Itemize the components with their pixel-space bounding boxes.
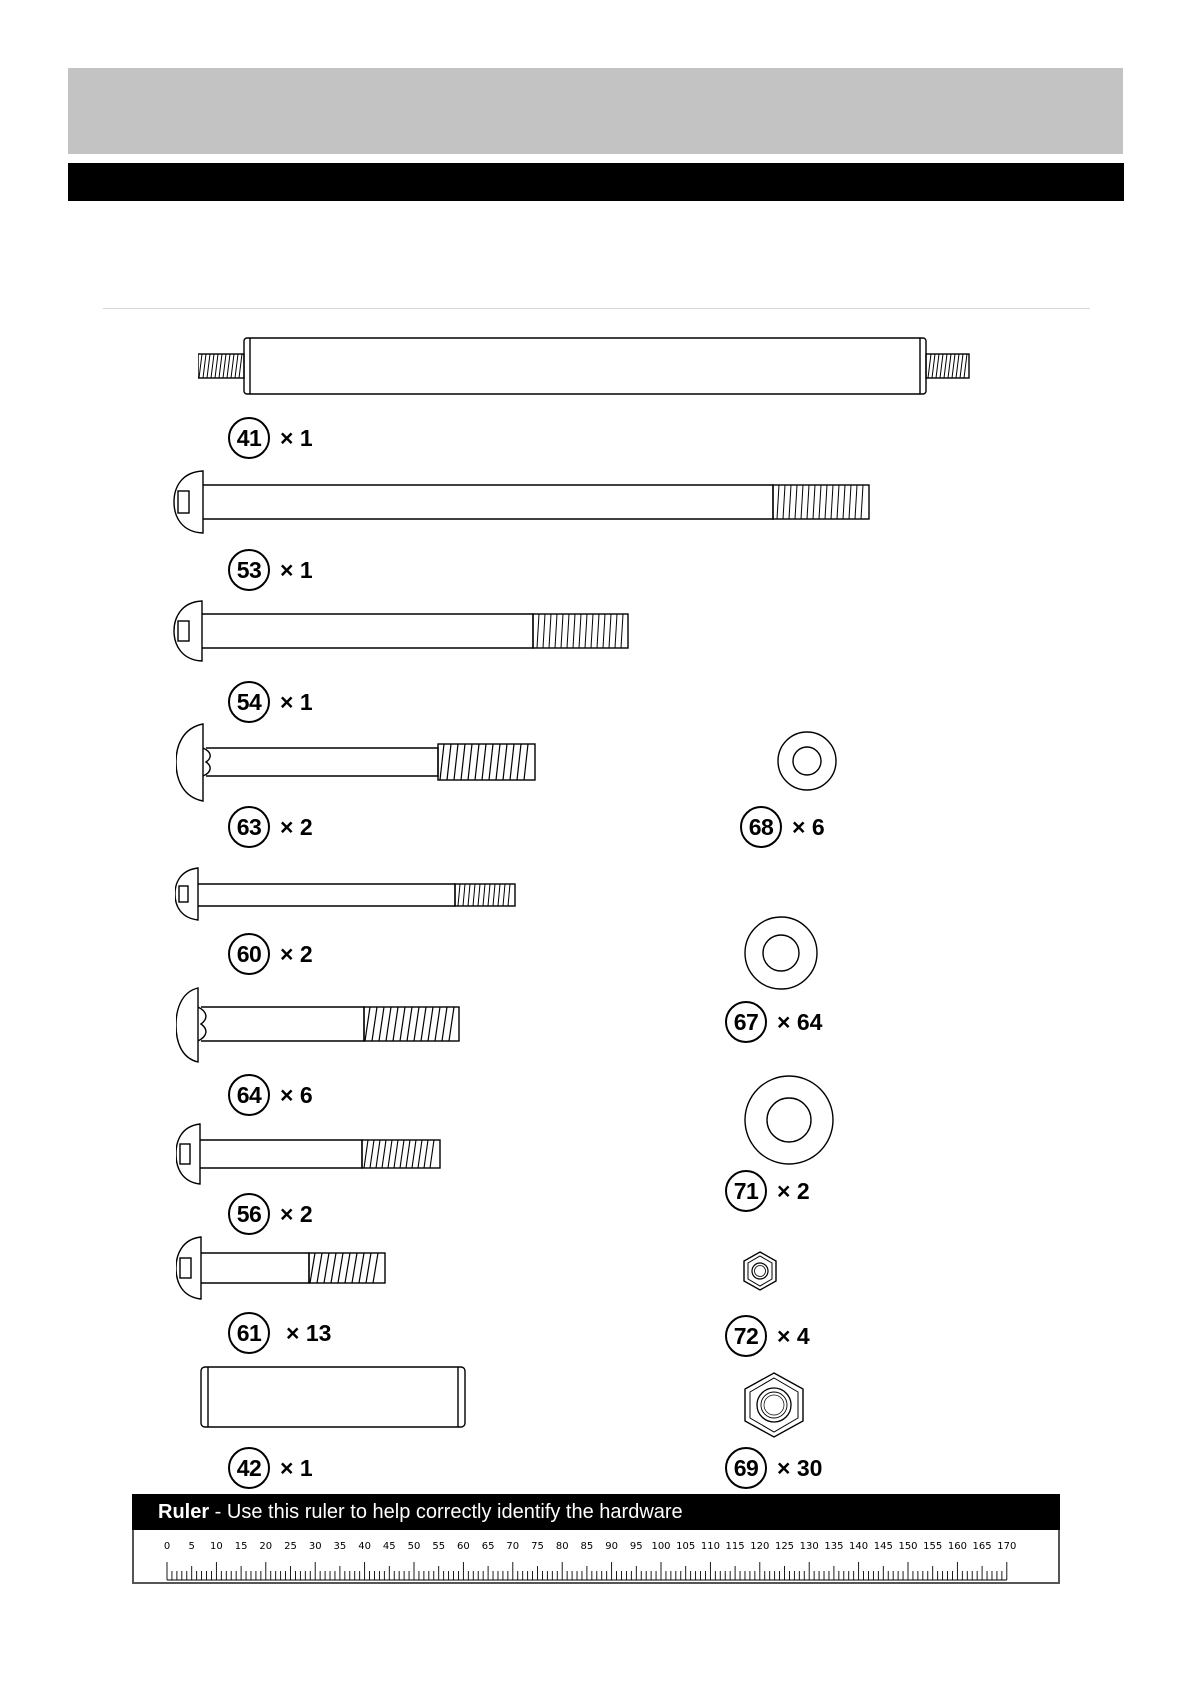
ruler-label: 165: [972, 1541, 992, 1552]
part-41-label: [228, 415, 313, 461]
part-53-bolt-drawing: [173, 468, 873, 538]
ruler-label: 55: [432, 1541, 446, 1552]
ruler-label: 65: [481, 1541, 495, 1552]
part-number-badge: 72: [725, 1315, 767, 1357]
part-64-carriage-bolt-drawing: [176, 986, 466, 1066]
ruler-label: 85: [580, 1541, 594, 1552]
part-68-label: [740, 804, 825, 850]
ruler-label: 15: [234, 1541, 248, 1552]
part-number-badge: 42: [228, 1447, 270, 1489]
part-number-badge: 69: [725, 1447, 767, 1489]
ruler-label: 145: [873, 1541, 893, 1552]
part-53-label: [228, 547, 313, 593]
part-42-spacer-drawing: [199, 1364, 469, 1430]
ruler-title: Ruler: [158, 1501, 210, 1523]
ruler-label: 90: [605, 1541, 618, 1552]
part-number-badge: 63: [228, 806, 270, 848]
header-black-band: [68, 163, 1124, 201]
part-number-badge: 67: [725, 1001, 767, 1043]
ruler-label: 80: [555, 1541, 569, 1552]
part-number-badge: 41: [228, 417, 270, 459]
part-quantity: × 2: [280, 813, 313, 840]
ruler-label: 120: [750, 1541, 770, 1552]
part-69-label: [725, 1445, 822, 1491]
part-number-badge: 68: [740, 806, 782, 848]
part-number-badge: 54: [228, 681, 270, 723]
ruler-label: 75: [531, 1541, 544, 1552]
part-60-bolt-drawing: [175, 866, 520, 924]
part-67-washer-drawing: [742, 914, 820, 992]
ruler-label: 30: [308, 1541, 322, 1552]
ruler-separator: -: [209, 1501, 227, 1523]
ruler-label: 40: [358, 1541, 371, 1552]
ruler-label: 5: [188, 1541, 195, 1552]
part-72-hex-nut-drawing: [740, 1250, 780, 1292]
part-quantity: × 13: [286, 1319, 332, 1346]
ruler-label: 135: [824, 1541, 844, 1552]
ruler-label: 140: [849, 1541, 869, 1552]
part-71-washer-drawing: [742, 1073, 836, 1167]
ruler: [132, 1494, 1060, 1584]
part-number-badge: 56: [228, 1193, 270, 1235]
part-quantity: × 2: [280, 940, 313, 967]
part-quantity: × 6: [280, 1081, 313, 1108]
ruler-label: 0: [163, 1541, 171, 1552]
ruler-label: 160: [947, 1541, 967, 1552]
ruler-label: 50: [407, 1541, 421, 1552]
ruler-label: 35: [333, 1541, 347, 1552]
part-number-badge: 60: [228, 933, 270, 975]
ruler-header: [132, 1494, 1060, 1530]
part-quantity: × 1: [280, 556, 313, 583]
ruler-label: 105: [676, 1541, 696, 1552]
part-72-label: [725, 1313, 810, 1359]
ruler-label: 130: [799, 1541, 819, 1552]
ruler-label: 115: [725, 1541, 745, 1552]
part-41-rod-drawing: [198, 333, 973, 403]
part-64-label: [228, 1072, 313, 1118]
ruler-label: 110: [700, 1541, 720, 1552]
part-60-label: [228, 931, 313, 977]
part-quantity: × 30: [777, 1454, 823, 1481]
part-number-badge: 64: [228, 1074, 270, 1116]
part-quantity: × 6: [792, 813, 825, 840]
part-56-label: [228, 1191, 313, 1237]
part-69-hex-nut-drawing: [742, 1371, 806, 1439]
ruler-label: 25: [284, 1541, 297, 1552]
ruler-label: 60: [457, 1541, 470, 1552]
part-quantity: × 2: [280, 1200, 313, 1227]
ruler-label: 70: [506, 1541, 520, 1552]
part-54-bolt-drawing: [173, 598, 633, 668]
part-number-badge: 53: [228, 549, 270, 591]
ruler-scale: [132, 1530, 1060, 1584]
divider-line: [103, 308, 1090, 309]
ruler-label: 20: [259, 1541, 273, 1552]
part-quantity: × 1: [280, 424, 313, 451]
part-quantity: × 2: [777, 1177, 810, 1204]
part-61-bolt-drawing: [176, 1235, 391, 1305]
part-quantity: × 1: [280, 1454, 313, 1481]
part-63-label: [228, 804, 313, 850]
part-number-badge: 61: [228, 1312, 270, 1354]
ruler-label: 150: [898, 1541, 918, 1552]
part-number-badge: 71: [725, 1170, 767, 1212]
ruler-label: 155: [923, 1541, 943, 1552]
part-quantity: × 64: [777, 1008, 823, 1035]
part-56-bolt-drawing: [176, 1122, 446, 1190]
part-54-label: [228, 679, 313, 725]
ruler-label: 170: [997, 1541, 1017, 1552]
ruler-label: 100: [651, 1541, 671, 1552]
ruler-instructions: Use this ruler to help correctly identify the hardware: [226, 1501, 683, 1523]
part-71-label: [725, 1168, 810, 1214]
part-quantity: × 4: [777, 1322, 810, 1349]
ruler-label: 10: [210, 1541, 223, 1552]
part-67-label: [725, 999, 822, 1045]
part-quantity: × 1: [280, 688, 313, 715]
ruler-label: 125: [774, 1541, 795, 1552]
header-grey-band: [68, 68, 1123, 154]
part-61-label: [228, 1310, 331, 1356]
ruler-label: 45: [382, 1541, 396, 1552]
part-68-washer-drawing: [775, 729, 839, 793]
part-42-label: [228, 1445, 313, 1491]
ruler-label: 95: [629, 1541, 643, 1552]
part-63-carriage-bolt-drawing: [176, 722, 541, 804]
ruler-ticks: [134, 1530, 1058, 1582]
